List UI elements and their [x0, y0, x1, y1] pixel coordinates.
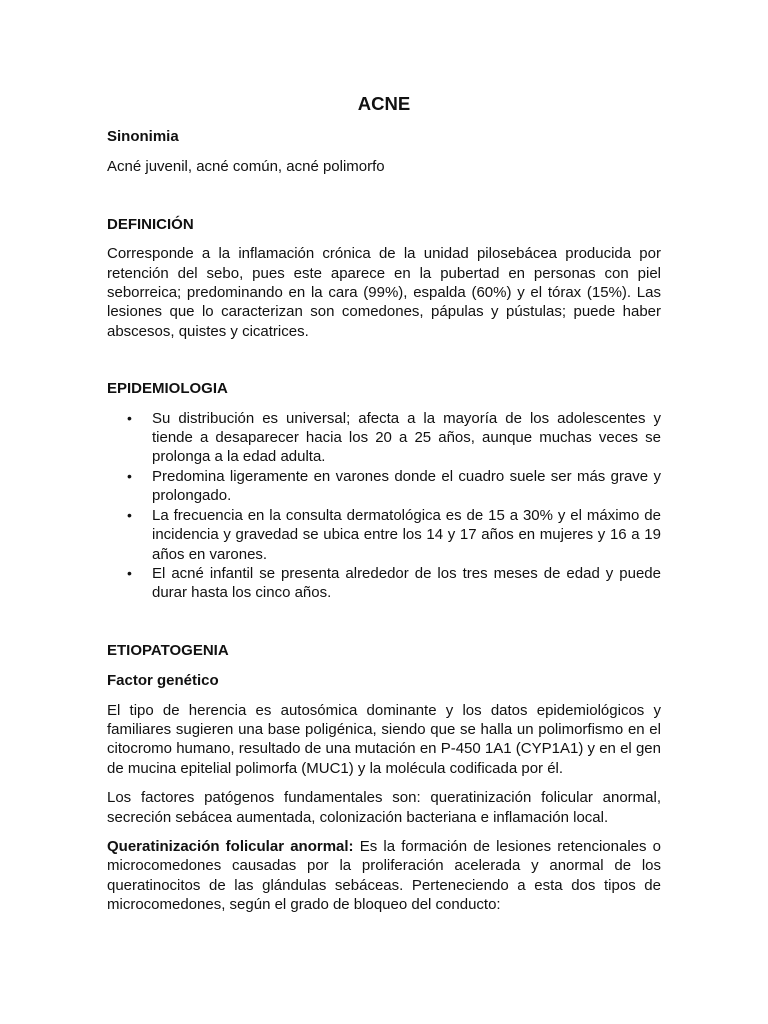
queratinizacion-text: Es la formación de lesiones retencionales o microcomedones causadas por la proliferación acelerada y anormal de los queratinocitos de las glándulas sebáceas. Perteneciendo a esta dos tipos de microcomedones, según el grado de bloqueo del conducto: [107, 837, 661, 914]
etiopatogenia-paragraph-2: Los factores patógenos fundamentales son: queratinización folicular anormal, secreción sebácea aumentada, colonización bacteriana e inflamación local. [107, 789, 661, 826]
list-item [107, 467, 661, 506]
bullet-icon: • [127, 506, 132, 523]
definicion-text: Corresponde a la inflamación crónica de la unidad pilosebácea producida por retención del sebo, pues este aparece en la pubertad en personas con piel seborreica; predominando en la cara (99%), espalda (60%) y el tórax (15%). Las lesiones que lo caracterizan son comedones, pápulas y pústulas; puede haber abscesos, quistes y cicatrices. [107, 245, 661, 340]
epidemiologia-list [107, 409, 661, 603]
queratinizacion-label: Queratinización folicular anormal: [107, 837, 354, 855]
document-title: ACNE [357, 93, 411, 114]
list-item [107, 409, 661, 467]
document-content [107, 93, 661, 915]
etiopatogenia-paragraph-3 [107, 837, 661, 915]
epidemiologia-heading: EPIDEMIOLOGIA [107, 380, 228, 398]
bullet-icon: • [127, 467, 132, 484]
sinonimia-heading: Sinonimia [107, 128, 179, 145]
bullet-icon: • [127, 564, 132, 581]
list-item-text: Predomina ligeramente en varones donde el cuadro suele ser más grave y prolongado. [152, 467, 661, 505]
list-item-text: El acné infantil se presenta alrededor de los tres meses de edad y puede durar hasta los cinco años. [152, 564, 661, 602]
bullet-icon: • [127, 409, 132, 426]
list-item-text: La frecuencia en la consulta dermatológica es de 15 a 30% y el máximo de incidencia y gravedad se ubica entre los 14 y 17 años en mujeres y 16 a 19 años en varones. [152, 506, 661, 563]
definicion-heading: DEFINICIÓN [107, 215, 194, 233]
list-item-text: Su distribución es universal; afecta a la mayoría de los adolescentes y tiende a desaparecer hacia los 20 a 25 años, aunque muchas veces se prolonga a la edad adulta. [152, 409, 661, 466]
list-item [107, 564, 661, 603]
factor-genetico-heading: Factor genético [107, 672, 219, 690]
etiopatogenia-paragraph-1: El tipo de herencia es autosómica dominante y los datos epidemiológicos y familiares sugieren una base poligénica, siendo que se halla un polimorfismo en el citocromo humano, resultado de una mutación en P-450 1A1 (CYP1A1) y en el gen de mucina epitelial polimorfa (MUC1) y la molécula codificada por él. [107, 701, 661, 777]
list-item [107, 506, 661, 564]
sinonimia-text: Acné juvenil, acné común, acné polimorfo [107, 158, 385, 176]
etiopatogenia-heading: ETIOPATOGENIA [107, 641, 229, 659]
